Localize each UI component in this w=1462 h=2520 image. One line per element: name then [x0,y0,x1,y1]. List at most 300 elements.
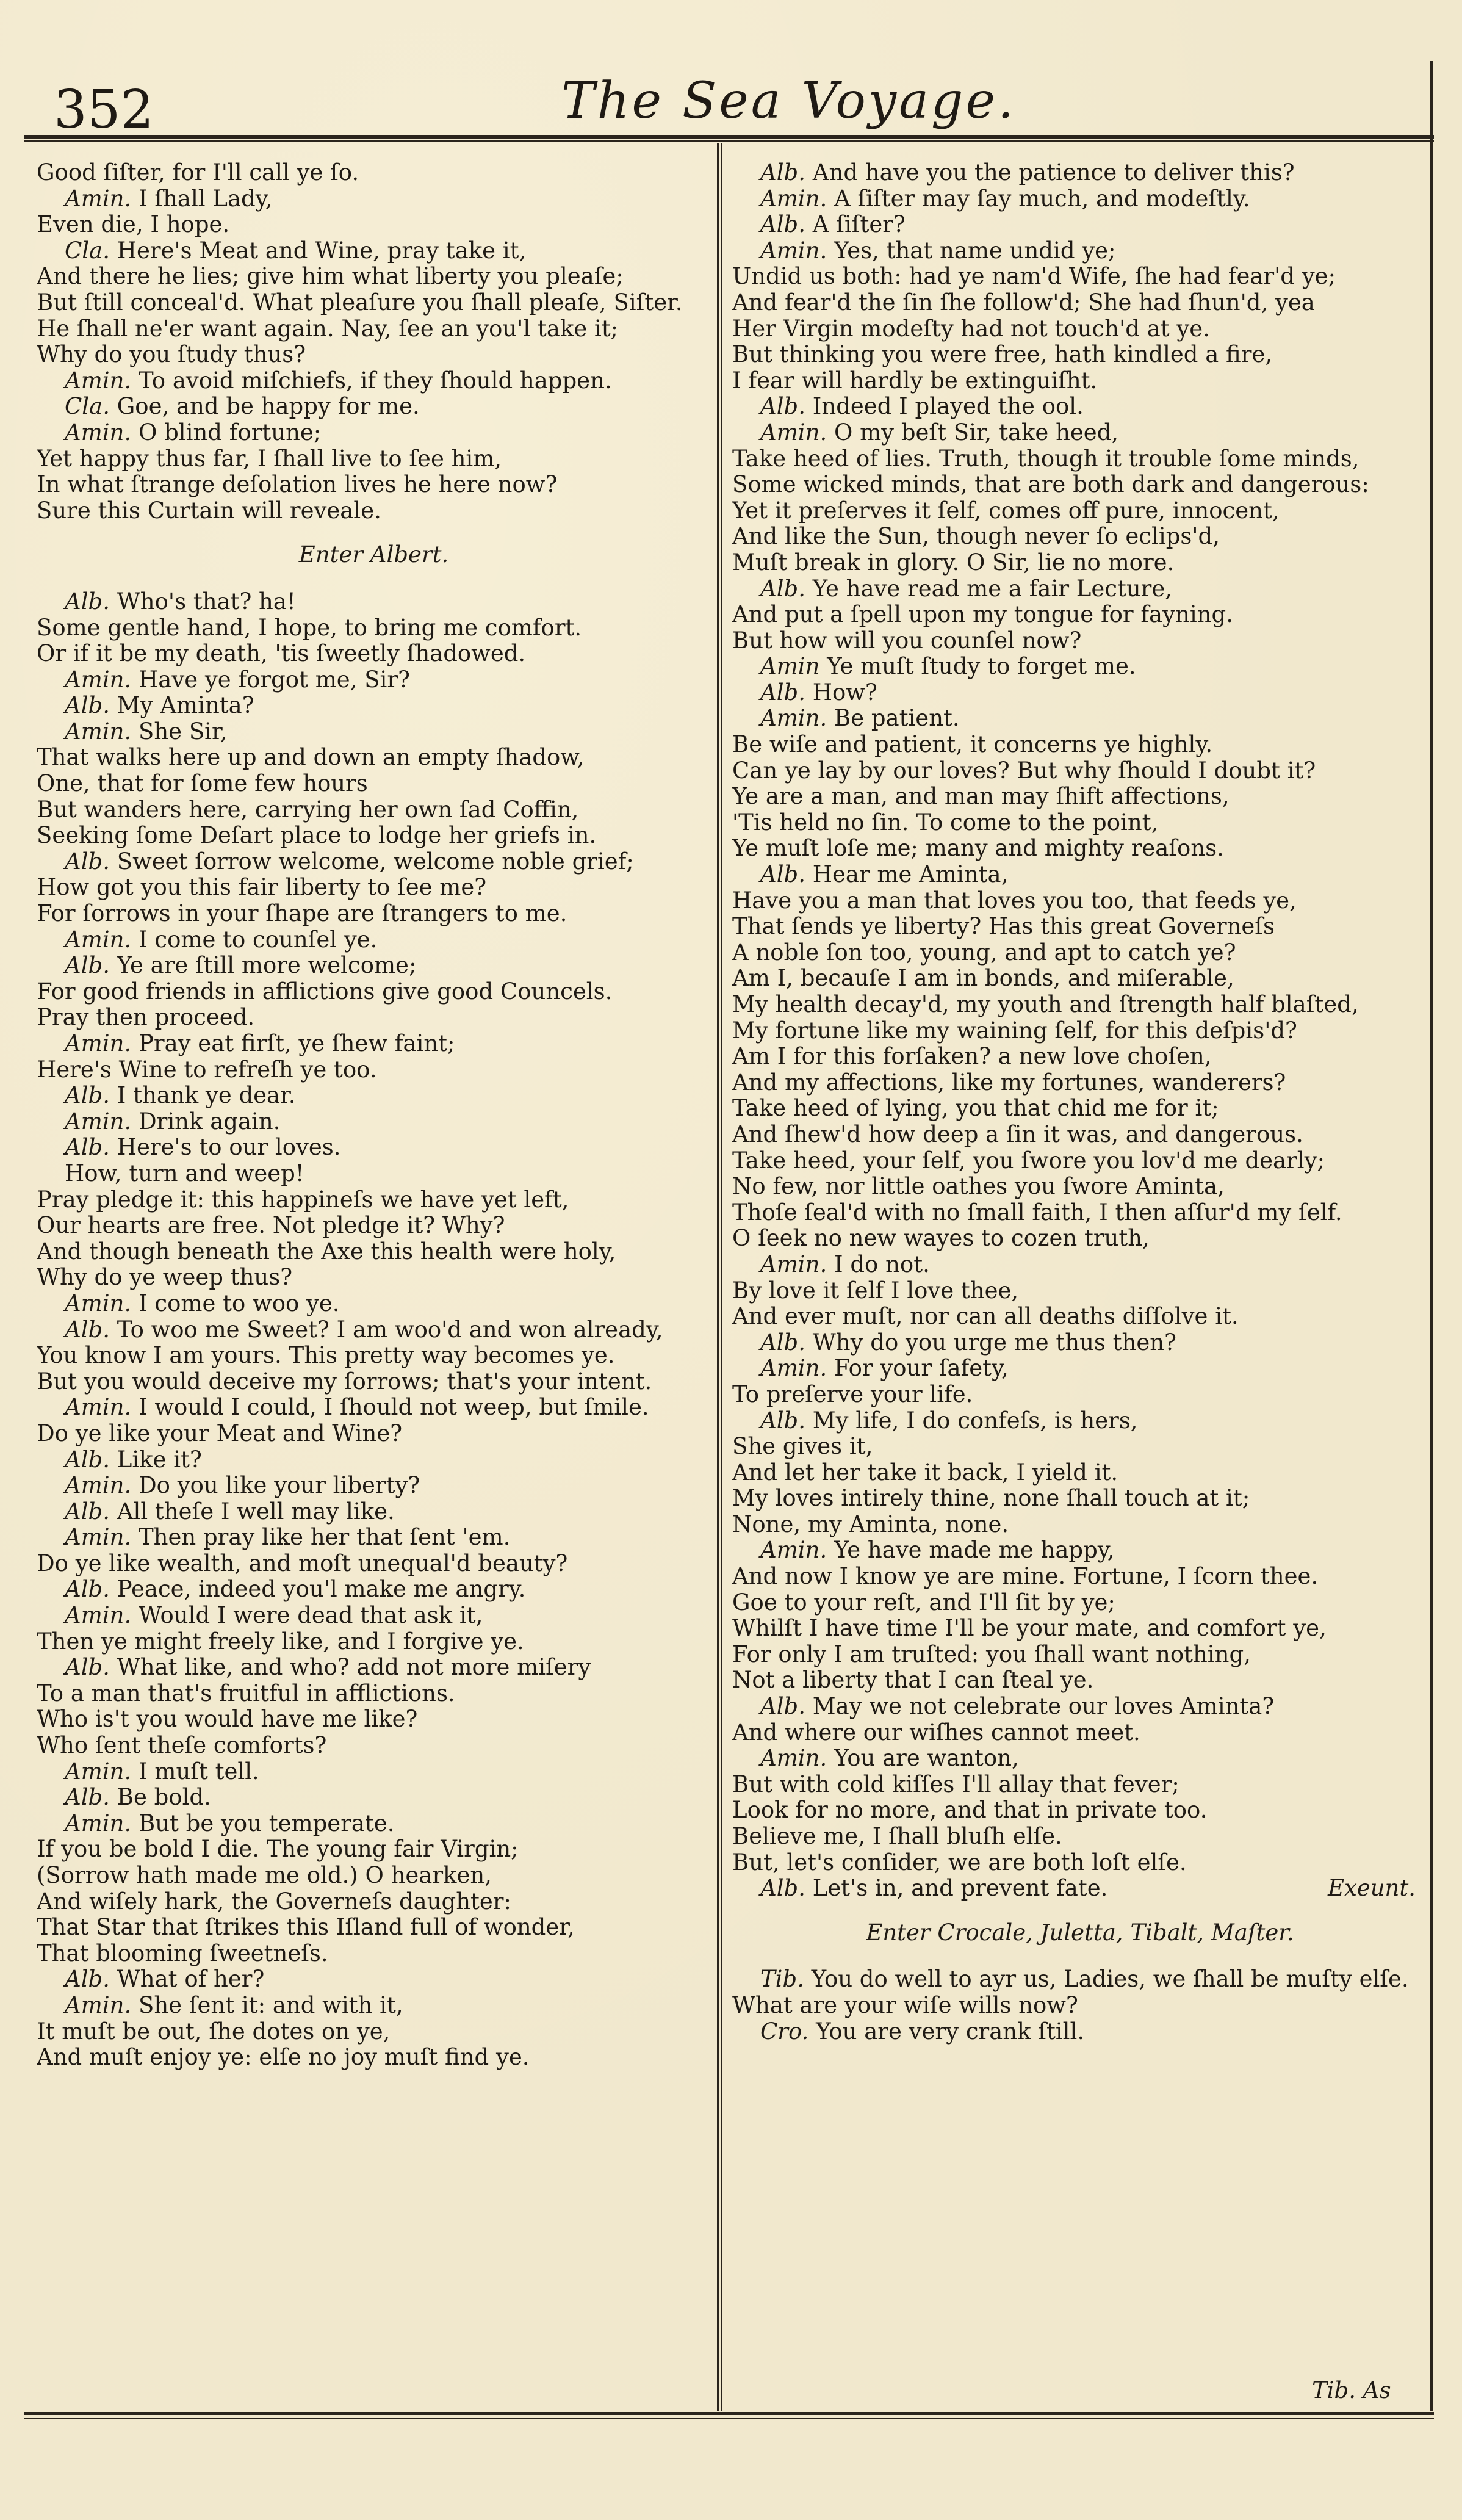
speaker-name: Alb. [760,576,813,602]
catchword: Tib. As [1312,2377,1391,2403]
verse-line [37,1629,711,1655]
header-rule [24,135,1434,139]
line-text: 'Tis held no ſin. To come to the point, [732,809,1159,836]
verse-line [37,1499,711,1525]
line-text: And ever muſt, nor can all deaths diſſolve it. [732,1304,1239,1330]
speaker-name: Amin. [65,419,139,446]
line-text: That ſends ye liberty? Has this great Governeſs [732,914,1275,940]
verse-line [37,472,711,498]
verse-line [732,1304,1428,1330]
line-text: Let's in, and prevent fate. [812,1876,1108,1902]
speaker-name: Alb. [760,1694,813,1720]
verse-line [732,238,1428,264]
speaker-name: Alb. [65,1135,117,1161]
stage-direction: Enter Albert. [298,542,449,568]
line-text: Ye muſt ſtudy to forget me. [827,654,1136,680]
verse-line [732,316,1428,342]
line-text: Take heed of lying, you that chid me for it; [732,1096,1219,1122]
line-text: To a man that's fruitful in afflictions. [37,1680,455,1706]
line-text: Muſt break in glory. O Sir, lie no more. [732,549,1175,576]
line-text: And fear'd the ſin ſhe follow'd; She had ſhun'd, yea [732,289,1315,316]
line-text: What like, and who? add not more miſery [117,1655,591,1681]
line-text: Can ye lay by our loves? But why ſhould I doubt it? [732,757,1316,784]
verse-line [732,1278,1428,1304]
verse-line [37,1863,711,1889]
verse-line [732,1408,1428,1434]
verse-line [732,1564,1428,1590]
verse-line [37,446,711,472]
speaker-name: Amin. [65,1603,139,1629]
verse-line [732,732,1428,758]
speaker-name: Alb. [65,1966,117,1993]
verse-line [732,1512,1428,1538]
line-text: Like it? [117,1446,202,1473]
verse-line [37,342,711,368]
verse-line [37,797,711,823]
line-text: Be patient. [834,706,960,732]
line-text: And my affections, like my fortunes, wanderers? [732,1069,1286,1096]
page-number: 352 [54,79,154,140]
verse-line [732,550,1428,576]
speaker-name: Alb. [760,1407,813,1434]
verse-line [732,1720,1428,1746]
line-text: Then pray like her that ſent 'em. [139,1525,511,1551]
verse-line [37,1941,711,1967]
speaker-name: Alb. [65,848,117,875]
verse-line [37,953,711,979]
line-text: Here's Meat and Wine, pray take it, [117,237,527,264]
verse-line [37,745,711,771]
verse-line [37,1161,711,1187]
line-text: Do ye like wealth, and moſt unequal'd beauty? [37,1550,568,1576]
verse-line [732,160,1428,186]
line-text: Take heed, your ſelf, you ſwore you lov'd me dearly; [732,1147,1325,1174]
verse-line [732,2019,1428,2045]
line-text: Would I were dead that ask it, [139,1603,483,1629]
line-text: Sweet ſorrow welcome, welcome noble grief; [117,848,634,875]
line-text: What are your wiſe wills now? [732,1992,1078,2018]
verse-line [37,1706,711,1733]
speaker-name: Amin. [760,706,834,732]
line-text: That blooming ſweetneſs. [37,1940,328,1966]
verse-line [732,1616,1428,1642]
line-text: But with cold kiſſes I'll allay that fever; [732,1771,1179,1797]
speaker-name: Amin. [760,1746,834,1772]
line-text: Why do ye weep thus? [37,1265,293,1291]
verse-line [37,1811,711,1837]
speaker-name: Alb. [760,1329,813,1356]
verse-line [732,1122,1428,1148]
running-title: The Sea Voyage. [561,72,1017,130]
verse-line [37,420,711,446]
speaker-name: Cla. [65,237,117,264]
verse-line [732,368,1428,394]
verse-line [37,589,711,615]
line-text: For good friends in afflictions give good Councels. [37,978,613,1005]
verse-line [37,290,711,316]
footer-rule-thin [24,2418,1434,2419]
verse-line [732,1797,1428,1824]
verse-line [732,1590,1428,1616]
speaker-name: Alb. [65,1498,117,1525]
speaker-name: Amin. [65,1473,139,1499]
verse-line [732,1694,1428,1720]
verse-line [37,1057,711,1083]
column-divider-thin [721,143,722,2411]
line-text: Take heed of lies. Truth, though it trouble ſome minds, [732,446,1359,472]
line-text: And have you the patience to deliver this? [812,160,1295,186]
verse-line [732,914,1428,940]
line-text: If you be bold I die. The young fair Virgin; [37,1836,519,1863]
verse-line [37,1603,711,1629]
verse-line [37,394,711,420]
verse-line [732,628,1428,654]
verse-line [732,1096,1428,1122]
line-text: That walks here up and down an empty ſhadow, [37,745,585,771]
verse-line [37,186,711,212]
line-text: You know I am yours. This pretty way becomes ye. [37,1343,615,1369]
verse-line [732,784,1428,810]
verse-line [37,1889,711,1915]
exit-direction: Exeunt. [1327,1876,1416,1902]
verse-line [732,966,1428,992]
verse-line [37,1395,711,1421]
line-text: I come to counſel ye. [139,926,378,953]
line-text: It muſt be out, ſhe dotes on ye, [37,2018,391,2045]
line-text: And put a ſpell upon my tongue for fayning. [732,602,1233,628]
line-text: Ye have made me happy, [834,1537,1115,1564]
verse-line [37,1551,711,1577]
line-text: But ſtill conceal'd. What pleaſure you ſhall pleaſe, Siſter. [37,289,683,316]
line-text: O my beſt Sir, take heed, [834,419,1119,446]
verse-line [732,1746,1428,1772]
line-text: But how will you counſel now? [732,627,1082,654]
speaker-name: Amin. [760,237,834,264]
line-text: Yes, that name undid ye; [834,237,1116,264]
line-text: To preſerve your life. [732,1381,973,1407]
line-text: A noble ſon too, young, and apt to catch ye? [732,939,1236,966]
verse-line [37,849,711,875]
verse-line [37,771,711,797]
verse-line [37,498,711,524]
speaker-name: Amin. [65,1031,139,1056]
line-text: Ye are ſtill more welcome; [117,953,417,979]
line-text: Whilſt I have time I'll be your mate, and comfort ye, [732,1616,1327,1642]
line-text: May we not celebrate our loves Aminta? [812,1694,1275,1720]
speaker-name: Amin. [65,666,139,693]
line-text: And there he lies; give him what liberty you pleaſe; [37,264,624,290]
line-text: I would I could, I ſhould not weep, but ſmile. [139,1395,649,1421]
line-text: What of her? [117,1966,265,1993]
verse-line [37,927,711,953]
speaker-name: Amin. [65,367,139,394]
speaker-name: Amin. [760,1537,834,1564]
speaker-name: Amin. [65,186,139,212]
line-text: My life, I do confeſs, is hers, [812,1407,1138,1434]
verse-line [732,1460,1428,1486]
verse-line [732,342,1428,368]
verse-line [37,1187,711,1213]
verse-line [37,1759,711,1785]
verse-line [732,186,1428,212]
line-text: Not a liberty that I can ſteal ye. [732,1667,1094,1694]
verse-line [37,1031,711,1057]
line-text: My loves intirely thine, none ſhall touch at it; [732,1486,1250,1512]
line-text: How got you this fair liberty to ſee me? [37,875,487,901]
verse-line [37,1993,711,2019]
verse-line [37,823,711,849]
verse-line [37,1785,711,1811]
line-text: Here's to our loves. [117,1135,341,1161]
verse-line [37,1525,711,1551]
verse-line [37,1317,711,1343]
verse-line [37,1083,711,1109]
verse-line [37,1343,711,1369]
line-text: But you would deceive my ſorrows; that's your intent. [37,1368,652,1395]
verse-line [732,1044,1428,1070]
speaker-name: Amin. [65,1810,139,1836]
verse-line [37,1655,711,1681]
speaker-name: Alb. [760,1876,813,1902]
line-text: For ſorrows in your ſhape are ſtrangers to me. [37,901,567,927]
verse-line [37,641,711,667]
footer-rule [24,2412,1434,2415]
line-text: He ſhall ne'er want again. Nay, ſee an you'l take it; [37,316,619,342]
verse-line [37,1836,711,1863]
line-text: And wiſely hark, the Governeſs daughter: [37,1888,511,1915]
verse-line [732,862,1428,888]
line-text: But thinking you were free, hath kindled a fire, [732,342,1273,368]
line-text: She Sir, [139,718,228,745]
verse-line [732,706,1428,732]
verse-line [37,901,711,927]
verse-line [37,1915,711,1941]
line-text: Sure this Curtain will reveale. [37,497,381,524]
line-text: Have ye forgot me, Sir? [139,666,410,693]
speaker-name: Alb. [65,693,117,719]
verse-line [732,1252,1428,1278]
line-text: Yet it preſerves it ſelf, comes off pure, innocent, [732,497,1280,524]
verse-line [732,1876,1428,1902]
line-text: And now I know ye are mine. Fortune, I ſcorn thee. [732,1564,1319,1590]
speaker-name: Alb. [65,1446,117,1473]
line-text: I do not. [834,1251,930,1277]
speaker-name: Cro. [760,2018,816,2045]
verse-line [37,1447,711,1473]
verse-line [732,1486,1428,1512]
verse-line [732,472,1428,498]
line-text: Or if it be my death, 'tis ſweetly ſhadowed. [37,641,526,667]
line-text: Ye are a man, and man may ſhift affections, [732,784,1230,810]
speaker-name: Amin. [760,186,834,212]
speaker-name: Alb. [760,160,813,186]
verse-line [37,667,711,693]
speaker-name: Alb. [65,1576,117,1603]
verse-line [732,1226,1428,1252]
line-text: Here's Wine to refreſh ye too. [37,1056,377,1083]
line-text: Peace, indeed you'l make me angry. [117,1576,526,1603]
speaker-name: Alb. [760,862,813,888]
verse-line [37,1421,711,1447]
verse-line [37,212,711,238]
line-text: Why do you ſtudy thus? [37,342,306,368]
verse-line [37,316,711,342]
line-text: You do well to ayr us, Ladies, we ſhall be muſty elſe. [811,1966,1409,1993]
speaker-name: Amin. [65,1758,139,1785]
line-text: Some wicked minds, that are both dark and dangerous: [732,472,1369,498]
speaker-name: Cla. [65,394,117,420]
line-text: Our hearts are free. Not pledge it? Why? [37,1213,505,1239]
line-text: Pray eat firſt, ye ſhew faint; [139,1031,455,1056]
verse-line [37,2045,711,2071]
line-text: Who ſent theſe comforts? [37,1733,327,1759]
column-divider [717,143,719,2411]
line-text: You are wanton, [834,1746,1019,1772]
speaker-name: Alb. [65,1316,117,1343]
line-text: Have you a man that loves you too, that feeds ye, [732,887,1297,914]
verse-line [37,238,711,264]
speaker-name: Alb. [760,212,813,238]
line-text: I thank ye dear. [117,1083,296,1109]
line-text: One, that for ſome few hours [37,771,368,797]
speaker-name: Alb. [65,1655,117,1681]
verse-line [37,1966,711,1993]
verse-line [37,1005,711,1031]
verse-line [732,1537,1428,1564]
line-text: Ye have read me a fair Lecture, [812,576,1173,602]
verse-line [732,992,1428,1018]
speaker-name: Amin. [760,1251,834,1277]
verse-line [732,602,1428,628]
line-text: Be bold. [117,1785,211,1811]
line-text: Look for no more, and that in private too. [732,1797,1208,1824]
speaker-name: Amin. [65,1395,139,1421]
verse-line [732,1148,1428,1174]
line-text: Who's that? ha! [117,588,296,615]
line-text: My fortune like my waining ſelf, for this deſpis'd? [732,1017,1297,1044]
line-text: To woo me Sweet? I am woo'd and won already, [117,1316,663,1343]
verse-line [37,1369,711,1395]
line-text: I muſt tell. [139,1758,259,1785]
verse-line [732,654,1428,680]
line-text: And like the Sun, though never ſo eclips'd, [732,524,1220,550]
line-text: Good ſiſter, for I'll call ye ſo. [37,160,359,186]
speaker-name: Amin. [65,1525,139,1551]
line-text: She ſent it: and with it, [139,1992,403,2018]
line-text: All theſe I well may like. [117,1498,395,1525]
verse-line [37,875,711,901]
verse-line [37,979,711,1005]
line-text: No few, nor little oathes you ſwore Aminta, [732,1174,1225,1200]
line-text: A ſiſter? [812,212,906,238]
line-text: Goe, and be happy for me. [117,394,420,420]
line-text: I fear will hardly be extinguiſht. [732,367,1098,394]
verse-line [37,264,711,290]
verse-line [37,1576,711,1603]
line-text: Yet happy thus far, I ſhall live to ſee him, [37,446,502,472]
speaker-name: Alb. [65,1083,117,1109]
verse-line [732,524,1428,550]
line-text: She gives it, [732,1434,873,1460]
line-text: Why do you urge me thus then? [812,1329,1176,1356]
line-text: Even die, I hope. [37,212,230,238]
verse-line [732,836,1428,862]
verse-line [37,693,711,719]
verse-line [732,810,1428,836]
line-text: How, turn and weep! [65,1160,304,1186]
line-text: Indeed I played the ool. [812,394,1084,420]
line-text: My Aminta? [117,693,254,719]
verse-line [732,1642,1428,1668]
verse-line [732,1993,1428,2019]
line-text: (Sorrow hath made me old.) O hearken, [37,1863,492,1888]
line-text: My health decay'd, my youth and ſtrength half blaſted, [732,992,1359,1017]
verse-line [732,1356,1428,1382]
line-text: To avoid miſchiefs, if they ſhould happen. [139,367,612,394]
verse-line [732,1824,1428,1850]
speaker-name: Alb. [65,1785,117,1811]
verse-line [732,940,1428,966]
line-text: I come to woo ye. [139,1290,340,1316]
line-text: But, let's conſider, we are both loſt elſe. [732,1849,1187,1876]
line-text: Do ye like your Meat and Wine? [37,1420,403,1446]
verse-line [732,1382,1428,1408]
verse-line [732,1772,1428,1798]
verse-line [732,576,1428,602]
line-text: Believe me, I ſhall bluſh elſe. [732,1824,1062,1849]
speaker-name: Tib. [760,1966,812,1993]
line-text: How? [812,679,877,706]
verse-line [37,1681,711,1707]
speaker-name: Amin. [65,718,139,745]
verse-line [732,758,1428,784]
verse-line [37,719,711,745]
line-text: Am I for this forſaken? a new love choſen, [732,1044,1212,1070]
verse-line [37,1291,711,1317]
verse-line [732,888,1428,914]
speaker-name: Alb. [65,588,117,615]
line-text: I ſhall Lady, [139,186,273,212]
speaker-name: Amin. [65,1992,139,2018]
line-text: Who is't you would have me like? [37,1706,418,1733]
line-text: Thoſe ſeal'd with no ſmall faith, I then aſſur'd my ſelf. [732,1199,1342,1226]
speaker-name: Alb. [65,953,117,979]
line-text: Her Virgin modeſty had not touch'd at ye. [732,316,1210,342]
right-text-column [732,160,1428,2045]
verse-line [37,1473,711,1499]
line-text: A ſiſter may ſay much, and modeſtly. [834,186,1250,212]
right-border-rule [1430,61,1433,2411]
line-text: In what ſtrange deſolation lives he here now? [37,472,558,498]
verse-line [732,1070,1428,1096]
verse-line [732,420,1428,446]
speaker-name: Amin. [65,1290,139,1316]
verse-line [37,615,711,641]
line-text: Pray pledge it: this happineſs we have yet left, [37,1186,569,1213]
line-text: Ye muſt loſe me; many and mighty reaſons. [732,836,1224,862]
line-text: That Star that ſtrikes this Iſland full of wonder, [37,1915,575,1941]
line-text: Am I, becauſe I am in bonds, and miſerable, [732,966,1234,992]
line-text: Undid us both: had ye nam'd Wife, ſhe had fear'd ye; [732,264,1336,290]
speaker-name: Amin. [760,419,834,446]
line-text: Hear me Aminta, [812,862,1009,888]
left-text-column [37,160,711,2071]
verse-line [37,1239,711,1265]
verse-line [732,1434,1428,1460]
speaker-name: Amin. [65,1108,139,1135]
speaker-name: Amin. [65,926,139,953]
verse-line [37,1135,711,1161]
